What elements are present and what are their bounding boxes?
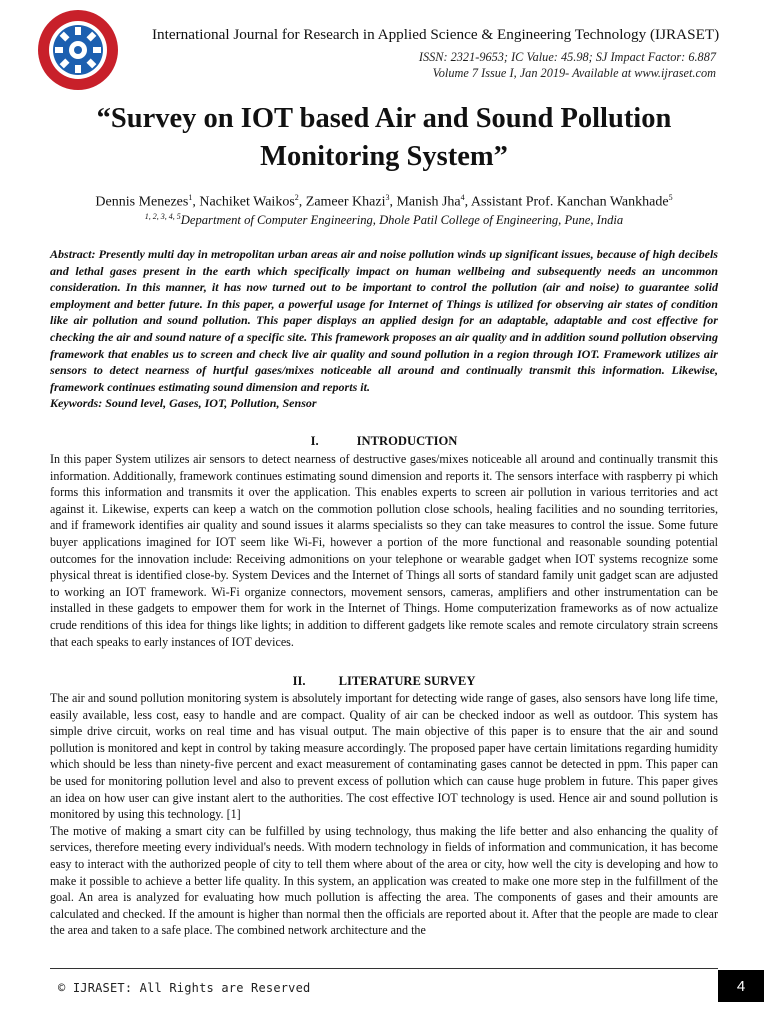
section-number: I.	[310, 434, 319, 448]
section-heading-literature-survey	[0, 674, 768, 689]
paper-title-line-1: “Survey on IOT based Air and Sound Pollution	[96, 103, 672, 134]
footer-copyright: © IJRASET: All Rights are Reserved	[58, 981, 311, 995]
abstract-block	[50, 246, 718, 412]
author-name: Zameer Khazi	[305, 194, 386, 210]
journal-issn-line: ISSN: 2321-9653; IC Value: 45.98; SJ Impact Factor: 6.887	[418, 50, 716, 64]
paragraph: The air and sound pollution monitoring system is absolutely important for detecting wide range of gases, also sensors have long life time, easily available, less cost, easy to handle and are compact. Quality of air can be checked indoor as well as outdoor. This system has simple drive circuit, works on real time and has visual output. The main objective of this paper is to ensure that the air and sound pollution is monitored and kept in control by taking measure accordingly. The proposed paper have certain limitations regarding humidity which should be less than ninety-five percent and exact measurement of contaminating gases cannot be detected in ppm. This paper can be used for monitoring pollution level and also to prevent excess of pollution which can cause huge problem in future. This paper gives an idea on how user can give instant alert to the authorities. The cost effective IOT technology is used. Hence air and sound pollution is monitored by using this technology. [1]	[50, 691, 718, 822]
author-name: Nachiket Waikos	[199, 194, 295, 210]
footer-divider	[50, 968, 718, 969]
author-separator: ,	[464, 194, 471, 210]
paper-title	[0, 100, 768, 176]
author-name: Dennis Menezes	[95, 194, 189, 210]
affiliation	[0, 212, 768, 228]
keywords: Keywords: Sound level, Gases, IOT, Pollution, Sensor	[50, 396, 317, 411]
author-separator: ,	[389, 194, 397, 210]
section-heading-introduction	[0, 434, 768, 449]
journal-name: International Journal for Research in Applied Science & Engineering Technology (IJRASET)	[152, 26, 720, 43]
abstract-text: Abstract: Presently multi day in metropolitan urban areas air and noise pollution winds up significant issues, because of high decibels and lethal gases present in the earth which specifically impact on human wellbeing and subsequently needs an uncommon consideration. In this manner, it has now turned out to be important to control the pollution (air and noise) to guarantee solid employment and better future. In this paper, a powerful usage for Internet of Things is utilized for observing air states of condition like air pollution and sound pollution. This paper displays an applied design for an adaptable, adaptable and cost effective for checking the air and sound nature of a specific site. This framework proposes an air quality and in addition sound pollution observing framework that enables us to screen and check live air quality and sound pollution in a region through IOT. Framework utilizes air sensors to detect nearness of hurtful gases/mixes noticeable all around and continually transmit this information. Likewise, framework continues estimating sound dimension and reports it.	[50, 247, 718, 394]
author-affiliation-mark: 1	[188, 193, 193, 202]
author-name: Manish Jha	[396, 194, 461, 210]
section-number: II.	[292, 674, 306, 688]
section-body-literature-survey	[50, 690, 718, 939]
section-title: INTRODUCTION	[356, 434, 458, 448]
affiliation-text: Department of Computer Engineering, Dhole Patil College of Engineering, Pune, India	[180, 213, 624, 228]
author-name: Assistant Prof. Kanchan Wankhade	[470, 194, 669, 210]
author-list	[0, 193, 768, 211]
author-affiliation-mark: 2	[294, 193, 299, 202]
author-separator: ,	[298, 194, 306, 210]
author-separator: ,	[192, 194, 200, 210]
section-body-introduction	[50, 451, 718, 650]
author-affiliation-mark: 3	[385, 193, 390, 202]
section-title: LITERATURE SURVEY	[338, 674, 476, 688]
paper-title-line-2: Monitoring System”	[260, 141, 508, 172]
author-affiliation-mark: 4	[460, 193, 465, 202]
journal-volume-line: Volume 7 Issue I, Jan 2019- Available at www.ijraset.com	[432, 66, 716, 80]
paragraph: In this paper System utilizes air sensors to detect nearness of destructive gases/mixes noticeable all around and continually transmit this information. Additionally, framework continues estimating sound dimension and reports it. The sensors interface with raspberry pi which forms this information and transmits it over the application. This enables experts to screen air pollution in various territories and act against it. Likewise, experts can keep a watch on the commotion pollution close schools, healing facilities and no sounding territories, and if framework identifies air quality and sound issues it alarms specialists so they can take measures to control the issue. Some future buyer applications imagined for IOT seem like Wi-Fi, however a portion of the more functional and reasonable sounding potential outcomes for the innovation include: Receiving admonitions on your telephone or wearable gadget when IOT systems recognize some physical threat is identified close-by. System Devices and the Internet of Things all sorts of standard family unit gadget scan are adjusted to working an IOT framework. Wi-Fi organize connectors, movement sensors, cameras, amplifiers and other instrumentation can be installed in these gadgets to empower them for work in the Internet of Things. Home computerization frameworks as of now actualize crude renditions of this idea for things like lights; in addition to different gadgets like remote scales and remote circulatory strain screens that each speaks to early instances of IOT devices.	[50, 452, 718, 649]
paragraph: The motive of making a smart city can be fulfilled by using technology, thus making the life better and also enhancing the quality of services, therefore meeting every individual's needs. With modern technology in fields of information and communication, it has become easy to interact with the authorized people of city to tell them where about of the area or city, how well the city is developing and how to make it possible to achieve a better life quality. In this system, an application was created to make one more step in the fulfillment of the goal. An area is analyzed for evaluating how much pollution is affecting the area. The components of gases and their amounts are calculated and checked. If the amount is higher than normal then the officials are reported about it. After that the people are made to clear the area and taken to a safe place. The combined network architecture and the	[50, 823, 718, 938]
author-affiliation-mark: 5	[668, 193, 673, 202]
page-number: 4	[718, 970, 764, 1002]
affiliation-marks: 1, 2, 3, 4, 5	[144, 212, 181, 221]
journal-logo	[36, 8, 120, 92]
